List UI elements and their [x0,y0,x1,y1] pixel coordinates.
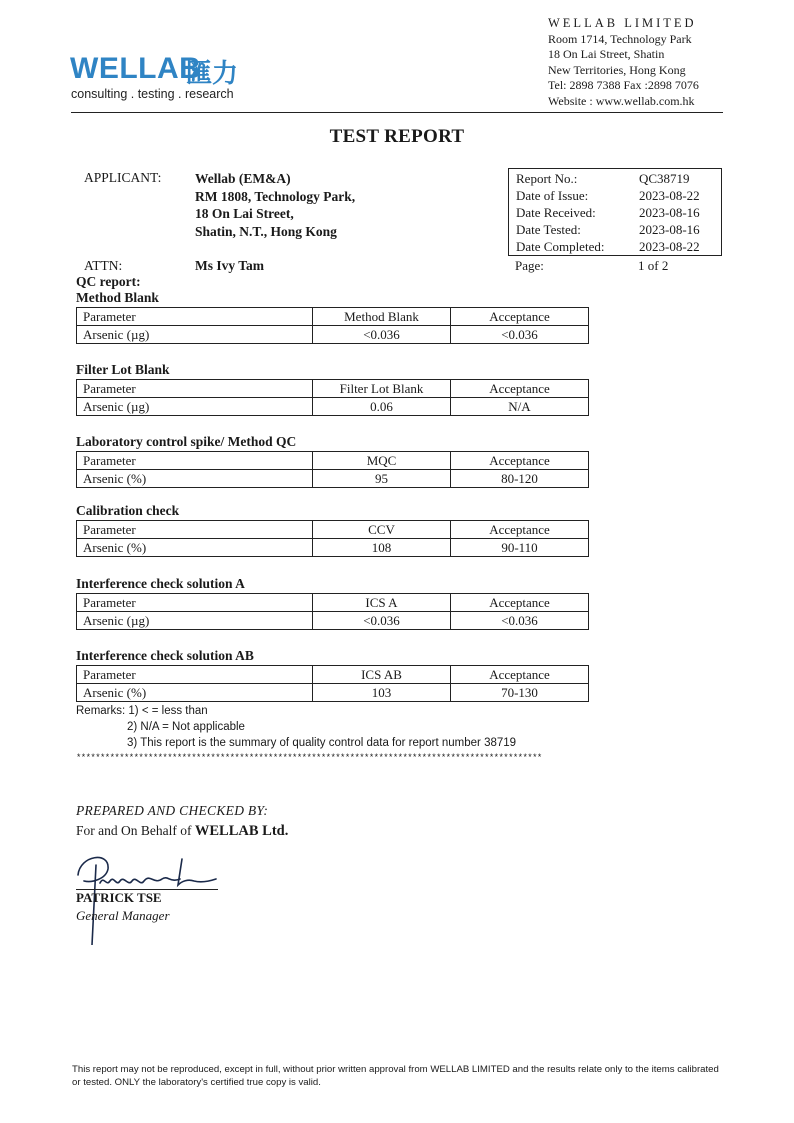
table-cell: Arsenic (%) [77,539,313,557]
section-title-lab-control-spike: Laboratory control spike/ Method QC [76,434,297,449]
table-row [77,612,589,630]
table-cell: 0.06 [313,398,451,416]
table-header-row [77,308,589,326]
ics-ab-table [76,665,589,702]
table-cell: Parameter [77,666,313,684]
table-cell: Arsenic (%) [77,470,313,488]
info-value: 2023-08-22 [639,239,700,254]
on-behalf-company: WELLAB Ltd. [194,823,289,839]
info-row-date-received [509,205,721,222]
signer-title: General Manager [76,908,170,923]
applicant-line: 18 On Lai Street, [195,206,294,221]
address-line: Room 1714, Technology Park [548,31,692,46]
table-row [77,470,589,488]
qc-report-label: QC report: [76,274,141,289]
table-header-row [77,452,589,470]
table-cell: 90-110 [451,539,589,557]
website: Website : www.wellab.com.hk [548,93,695,108]
info-row-date-tested [509,222,721,239]
info-row-report-no [509,171,721,188]
phone-fax: Tel: 2898 7388 Fax :2898 7076 [548,78,699,93]
table-cell: MQC [313,452,451,470]
table-cell: Acceptance [451,521,589,539]
table-cell: <0.036 [313,326,451,344]
table-cell: Acceptance [451,452,589,470]
table-header-row [77,666,589,684]
remark-line: 2) N/A = Not applicable [127,721,245,733]
table-cell: Parameter [77,521,313,539]
ics-a-table [76,593,589,630]
table-cell: 108 [313,539,451,557]
on-behalf-prefix: For and On Behalf of [76,823,192,838]
section-title-ics-ab: Interference check solution AB [76,648,254,663]
table-row [77,684,589,702]
applicant-address [195,170,355,240]
table-cell: <0.036 [451,326,589,344]
info-label: Date of Issue: [516,188,589,203]
table-header-row [77,380,589,398]
table-cell: ICS AB [313,666,451,684]
table-cell: Arsenic (µg) [77,612,313,630]
prepared-by-label: PREPARED AND CHECKED BY: [76,803,269,818]
table-cell: CCV [313,521,451,539]
info-value: QC38719 [639,171,690,186]
company-name: WELLAB LIMITED [548,16,697,30]
info-label: Date Received: [516,205,596,220]
table-cell: 70-130 [451,684,589,702]
table-cell: 80-120 [451,470,589,488]
table-cell: Method Blank [313,308,451,326]
table-cell: Arsenic (µg) [77,398,313,416]
table-cell: Parameter [77,594,313,612]
logo-wordmark: WELLAB [70,52,202,85]
table-cell: Arsenic (%) [77,684,313,702]
info-label: Date Completed: [516,239,605,254]
info-row-date-completed [509,239,721,256]
table-cell: Parameter [77,380,313,398]
remarks [76,703,516,751]
table-cell: <0.036 [313,612,451,630]
calibration-check-table [76,520,589,557]
section-title-calibration-check: Calibration check [76,503,180,518]
info-label: Date Tested: [516,222,581,237]
table-cell: 95 [313,470,451,488]
logo-chinese-characters: 匯力 [186,59,239,89]
table-cell: Acceptance [451,380,589,398]
section-title-filter-lot-blank: Filter Lot Blank [76,362,170,377]
table-cell: Acceptance [451,666,589,684]
table-cell: Acceptance [451,594,589,612]
info-row-date-of-issue [509,188,721,205]
info-value: 2023-08-22 [639,188,700,203]
table-cell: Acceptance [451,308,589,326]
table-header-row [77,521,589,539]
page-value: 1 of 2 [638,258,669,273]
table-cell: N/A [451,398,589,416]
address-line: 18 On Lai Street, Shatin [548,47,665,62]
section-title-ics-a: Interference check solution A [76,576,245,591]
attn-label: ATTN: [84,258,123,273]
attn-value: Ms Ivy Tam [195,258,265,273]
info-label: Report No.: [516,171,578,186]
table-cell: <0.036 [451,612,589,630]
page-label: Page: [515,258,544,273]
section-title-method-blank: Method Blank [76,290,159,305]
signer-name: PATRICK TSE [76,890,162,905]
header-divider [71,112,723,113]
table-cell: Arsenic (µg) [77,326,313,344]
footer-disclaimer: This report may not be reproduced, except in full, without prior written approval from WELLAB LIMITED and the results relate only to the items calibrated or tested. ONLY the laboratory's certified true copy is valid. [72,1064,719,1088]
asterisk-divider: ************************************************************************************************* [76,753,542,763]
address-line: New Territories, Hong Kong [548,62,686,77]
applicant-line: Shatin, N.T., Hong Kong [195,223,337,239]
report-info-box [508,168,722,256]
table-row [77,539,589,557]
remark-line: Remarks: 1) < = less than [76,705,208,717]
lab-control-spike-table [76,451,589,488]
filter-lot-blank-table [76,379,589,416]
table-cell: Parameter [77,308,313,326]
applicant-label: APPLICANT: [84,170,162,185]
table-cell: 103 [313,684,451,702]
table-header-row [77,594,589,612]
applicant-line: RM 1808, Technology Park, [195,188,356,204]
method-blank-table [76,307,589,344]
remark-line: 3) This report is the summary of quality control data for report number 38719 [127,737,517,749]
table-cell: Filter Lot Blank [313,380,451,398]
table-row [77,398,589,416]
applicant-line: Wellab (EM&A) [195,171,291,186]
info-value: 2023-08-16 [639,205,700,220]
table-cell: ICS A [313,594,451,612]
logo-tagline: consulting . testing . research [71,87,234,101]
page-title: TEST REPORT [329,126,465,147]
company-address-block [548,16,699,110]
table-row [77,326,589,344]
on-behalf-line [76,823,288,840]
info-value: 2023-08-16 [639,222,700,237]
table-cell: Parameter [77,452,313,470]
